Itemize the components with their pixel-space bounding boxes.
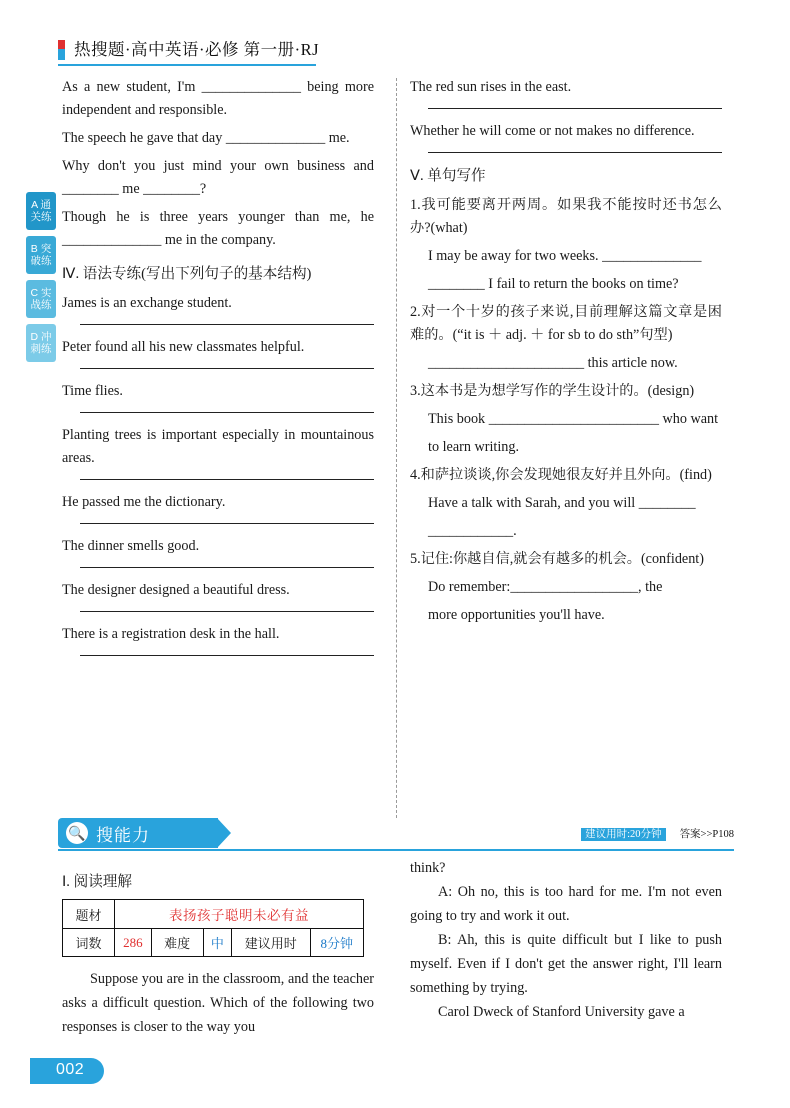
grammar-item: Time flies. (62, 383, 123, 399)
question-item: Though he is three years younger than me, he ______________ me in the company. (62, 209, 374, 248)
answer-blank[interactable] (80, 655, 374, 656)
sidebar-item-b[interactable]: B 突破练 (26, 236, 56, 274)
sidebar-item-c[interactable]: C 实战练 (26, 280, 56, 318)
header-accent-bar-red (58, 40, 65, 49)
page-header (58, 36, 734, 70)
header-rule (58, 64, 316, 66)
cell-value-difficulty: 中 (203, 929, 231, 957)
page-footer (30, 1058, 130, 1086)
writing-number: 4. (410, 467, 421, 483)
writing-answer-line: I may be away for two weeks. ______________ (428, 248, 702, 264)
grammar-item: The designer designed a beautiful dress. (62, 582, 290, 598)
cell-value-wordcount: 286 (115, 929, 152, 957)
reading-meta-table (62, 899, 364, 957)
column-divider (396, 78, 397, 818)
reading-left (62, 856, 374, 1039)
answer-blank[interactable] (428, 108, 722, 109)
writing-text: 我可能要离开两周。如果我不能按时还书怎么办?(what) (410, 197, 722, 236)
writing-answer-line: Have a talk with Sarah, and you will ________ (428, 495, 696, 511)
writing-prompt (410, 301, 722, 347)
sidebar-item-a[interactable]: A 通关练 (26, 192, 56, 230)
reading-paragraph: Suppose you are in the classroom, and the teacher asks a difficult question. Which of the following two responses is closer to the way you (62, 971, 374, 1035)
writing-answer-line: more opportunities you'll have. (428, 607, 605, 623)
suggested-time: 建议用时:20分钟 (581, 828, 665, 841)
section-title-writing: Ⅴ. 单句写作 (410, 168, 486, 184)
grammar-item: There is a registration desk in the hall. (62, 626, 280, 642)
grammar-item: Peter found all his new classmates helpful. (62, 339, 305, 355)
banner-meta (581, 826, 734, 841)
writing-answer-line: ________ I fail to return the books on time? (428, 276, 679, 292)
answer-ref: 答案>>P108 (679, 829, 734, 840)
answer-blank[interactable] (80, 412, 374, 413)
writing-answer-line: ______________________ this article now. (428, 355, 678, 371)
cell-value-time: 8分钟 (310, 929, 363, 957)
writing-text: 和萨拉谈谈,你会发现她很友好并且外向。(find) (420, 467, 712, 483)
writing-prompt (410, 464, 722, 487)
grammar-item: Planting trees is important especially in mountainous areas. (62, 427, 374, 466)
answer-blank[interactable] (428, 152, 722, 153)
search-icon: 🔍 (66, 822, 88, 844)
cell-label-difficulty: 难度 (151, 929, 203, 957)
question-item: As a new student, I'm ______________ being more independent and responsible. (62, 79, 374, 118)
reading-right (410, 856, 722, 1024)
answer-blank[interactable] (80, 567, 374, 568)
grammar-item: The dinner smells good. (62, 538, 200, 554)
reading-paragraph: B: Ah, this is quite difficult but I like to push myself. Even if I don't get the answer right, I'll learn something by trying. (410, 932, 722, 996)
reading-paragraph: think? (410, 860, 446, 876)
page-number: 002 (56, 1061, 85, 1078)
question-item: Why don't you just mind your own business and ________ me ________? (62, 158, 374, 197)
grammar-item: He passed me the dictionary. (62, 494, 226, 510)
table-row (63, 929, 364, 957)
section-title-grammar: Ⅳ. 语法专练(写出下列句子的基本结构) (62, 266, 312, 282)
writing-text: 记住:你越自信,就会有越多的机会。(confident) (420, 551, 704, 567)
sidebar-item-d[interactable]: D 冲刺练 (26, 324, 56, 362)
grammar-item: James is an exchange student. (62, 295, 232, 311)
banner-rule (58, 849, 734, 851)
question-item: The red sun rises in the east. (410, 79, 572, 95)
answer-blank[interactable] (80, 324, 374, 325)
writing-text: 对一个十岁的孩子来说,目前理解这篇文章是困难的。(“it is ＋ adj. ＋ for sb to do sth”句型) (410, 304, 722, 343)
reading-paragraph: Carol Dweck of Stanford University gave a (438, 1004, 685, 1020)
reading-title: Ⅰ. 阅读理解 (62, 874, 132, 890)
writing-text: 这本书是为想学写作的学生设计的。(design) (420, 383, 695, 399)
answer-blank[interactable] (80, 368, 374, 369)
answer-blank[interactable] (80, 523, 374, 524)
cell-label-genre: 题材 (63, 900, 115, 929)
table-row (63, 900, 364, 929)
writing-number: 2. (410, 304, 421, 320)
answer-blank[interactable] (80, 611, 374, 612)
reading-paragraph: A: Oh no, this is too hard for me. I'm not even going to try and work it out. (410, 884, 722, 924)
writing-prompt (410, 380, 722, 403)
right-column (410, 76, 722, 632)
header-title: 热搜题·高中英语·必修 第一册·RJ (74, 40, 320, 59)
writing-number: 3. (410, 383, 421, 399)
writing-answer-line: Do remember:__________________, the (428, 579, 663, 595)
cell-value-genre: 表扬孩子聪明未必有益 (115, 900, 364, 929)
writing-answer-line: This book ________________________ who want (428, 411, 719, 427)
left-column (62, 76, 374, 667)
answer-blank[interactable] (80, 479, 374, 480)
writing-number: 5. (410, 551, 421, 567)
question-item: Whether he will come or not makes no difference. (410, 123, 695, 139)
section-banner (58, 818, 734, 852)
banner-title: 搜能力 (96, 826, 150, 845)
writing-prompt (410, 548, 722, 571)
writing-prompt (410, 194, 722, 240)
writing-answer-line: ____________. (428, 523, 517, 539)
side-tabs (26, 192, 56, 368)
cell-label-wordcount: 词数 (63, 929, 115, 957)
cell-label-time: 建议用时 (232, 929, 311, 957)
question-item: The speech he gave that day ______________ me. (62, 130, 350, 146)
writing-answer-line: to learn writing. (428, 439, 520, 455)
writing-number: 1. (410, 197, 421, 213)
